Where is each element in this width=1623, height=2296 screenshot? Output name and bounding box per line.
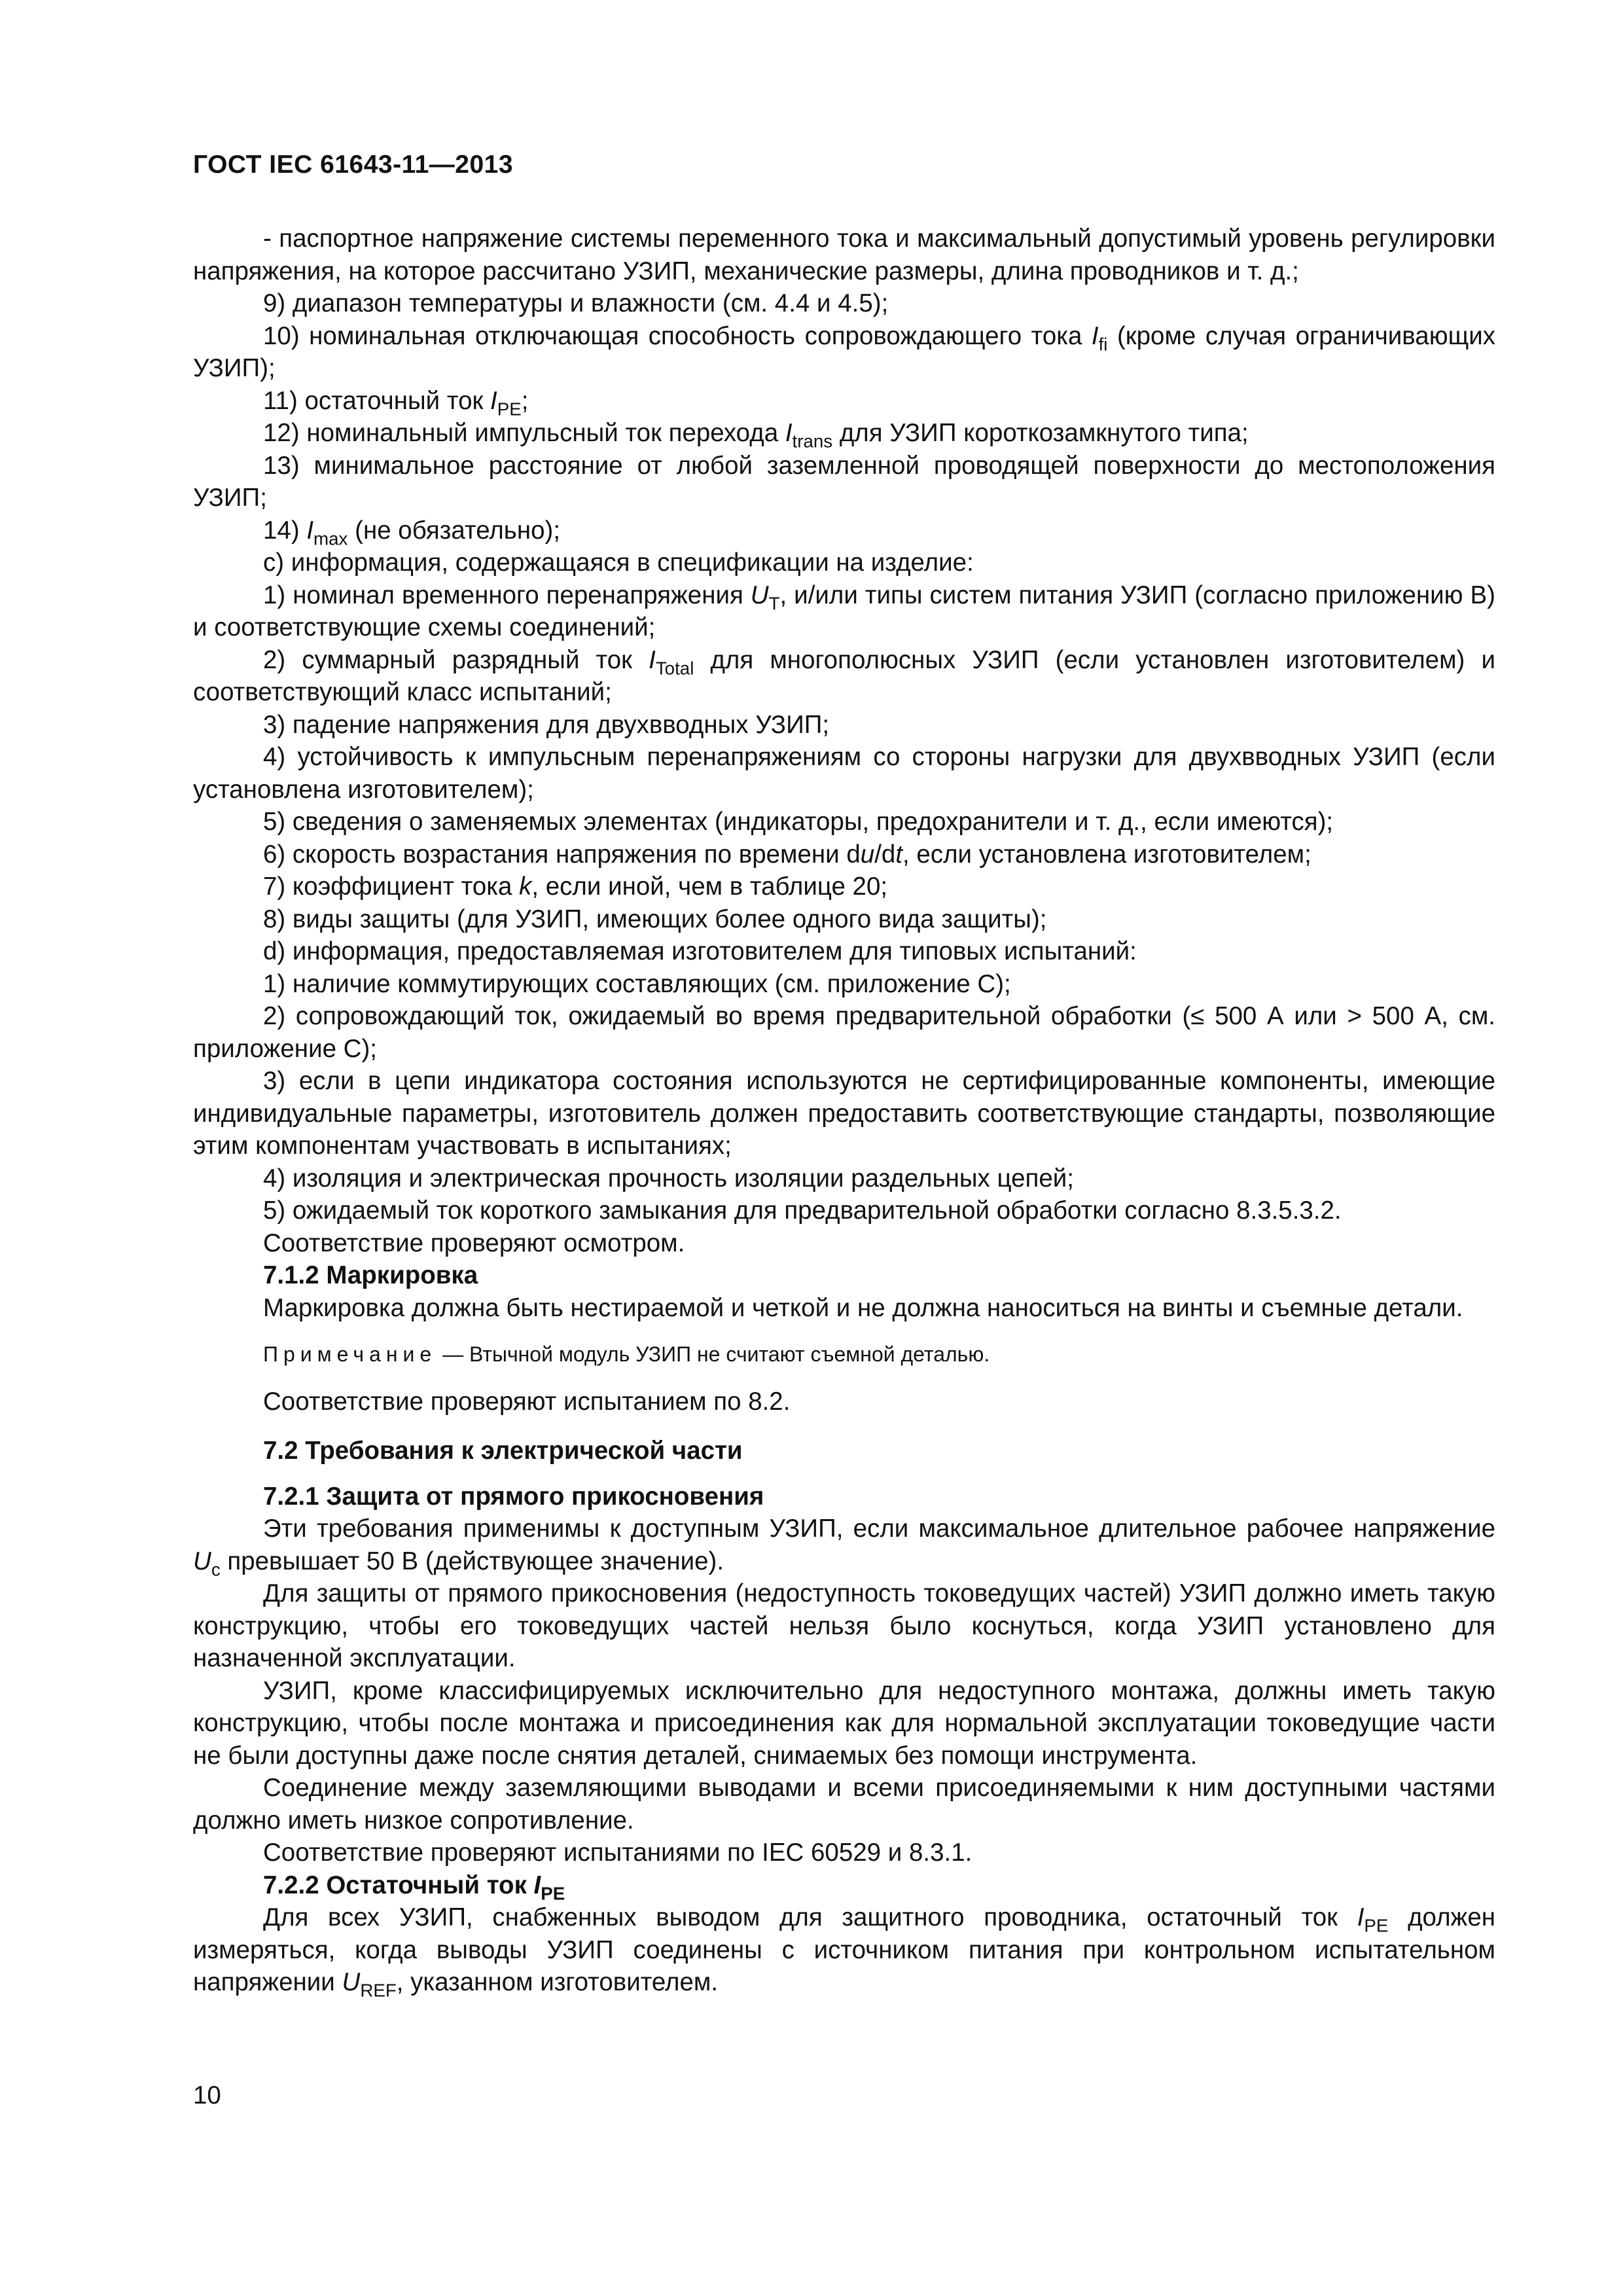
section-heading-7-2-1: 7.2.1 Защита от прямого прикосновения	[263, 1482, 764, 1511]
list-item: 3) если в цепи индикатора состояния используются не сертифицированные компоненты, имеющие индивидуальные параметры, изготовитель должен предоставить соответствующие стандарты, позволяющие этим компонентам участвовать в испытаниях;	[193, 1067, 1495, 1160]
list-item: c) информация, содержащаяся в спецификации на изделие:	[263, 548, 974, 577]
list-item: 7) коэффициент тока k, если иной, чем в таблице 20;	[263, 872, 888, 901]
list-item: 4) изоляция и электрическая прочность изоляции раздельных цепей;	[263, 1164, 1074, 1193]
paragraph: Соответствие проверяют испытаниями по IEC 60529 и 8.3.1.	[263, 1839, 972, 1867]
section-heading-7-2: 7.2 Требования к электрической части	[263, 1437, 743, 1465]
section-heading-7-2-2: 7.2.2 Остаточный ток $I_{PE}$	[263, 1871, 565, 1904]
list-item: 8) виды защиты (для УЗИП, имеющих более одного вида защиты);	[263, 905, 1047, 933]
paragraph: Для всех УЗИП, снабженных выводом для защитного проводника, остаточный ток $I_{PE}$ должен измеряться, когда выводы УЗИП соединены с источником питания при контрольном испытательном напряжении $U_{REF}$, указанном изготовителем.	[193, 1903, 1495, 2001]
list-item: 2) суммарный разрядный ток $I_{Total}$ для многополюсных УЗИП (если установлен изготовителем) и соответствующий класс испытаний;	[193, 645, 1495, 706]
list-item: 10) номинальная отключающая способность сопровождающего тока $I_{fi}$ (кроме случая ограничивающих УЗИП);	[193, 321, 1496, 382]
list-item: 13) минимальное расстояние от любой заземленной проводящей поверхности до местоположения УЗИП;	[193, 451, 1495, 512]
list-item: 4) устойчивость к импульсным перенапряжениям со стороны нагрузки для двухвводных УЗИП (если установлена изготовителем);	[193, 743, 1495, 804]
page-body	[193, 223, 1495, 1999]
page-number: 10	[193, 2081, 221, 2109]
paragraph: Соответствие проверяют осмотром.	[263, 1229, 685, 1257]
section-heading-7-1-2: 7.1.2 Маркировка	[263, 1261, 478, 1289]
list-item: 2) сопровождающий ток, ожидаемый во время предварительной обработки (≤ 500 А или > 500 А, см. приложение С);	[193, 1002, 1495, 1063]
paragraph: Маркировка должна быть нестираемой и четкой и не должна наноситься на винты и съемные детали.	[263, 1293, 1463, 1322]
list-item: - паспортное напряжение системы переменного тока и максимальный допустимый уровень регулировки напряжения, на которое рассчитано УЗИП, механические размеры, длина проводников и т. д.;	[193, 224, 1495, 285]
list-item: 1) номинал временного перенапряжения $U_T$, и/или типы систем питания УЗИП (согласно приложению B) и соответствующие схемы соединений;	[193, 581, 1495, 641]
paragraph: УЗИП, кроме классифицируемых исключительно для недоступного монтажа, должны иметь такую конструкцию, чтобы после монтажа и присоединения как для нормальной эксплуатации токоведущие части не были доступны даже после снятия деталей, снимаемых без помощи инструмента.	[193, 1676, 1495, 1770]
paragraph: Эти требования применимы к доступным УЗИП, если максимальное длительное рабочее напряжение $U_c$ превышает 50 В (действующее значение).	[193, 1515, 1495, 1580]
note: Примечание — Втычной модуль УЗИП не считают съемной деталью.	[263, 1342, 990, 1366]
paragraph: Соответствие проверяют испытанием по 8.2.	[263, 1387, 791, 1416]
list-item: 6) скорость возрастания напряжения по времени du/dt, если установлена изготовителем;	[263, 840, 1311, 869]
list-item: 1) наличие коммутирующих составляющих (см. приложение C);	[263, 969, 1011, 998]
list-item: 12) номинальный импульсный ток перехода $I_{trans}$ для УЗИП короткозамкнутого типа;	[263, 419, 1249, 452]
list-item: 11) остаточный ток $I_{PE}$;	[263, 386, 529, 420]
list-item: 3) падение напряжения для двухвводных УЗИП;	[263, 710, 830, 739]
list-item: 5) ожидаемый ток короткого замыкания для предварительной обработки согласно 8.3.5.3.2.	[263, 1196, 1342, 1225]
list-item: 5) сведения о заменяемых элементах (индикаторы, предохранители и т. д., если имеются);	[263, 808, 1334, 836]
paragraph: Для защиты от прямого прикосновения (недоступность токоведущих частей) УЗИП должно иметь такую конструкцию, чтобы его токоведущих частей нельзя было коснуться, когда УЗИП установлено для назначенной эксплуатации.	[193, 1579, 1495, 1672]
paragraph: Соединение между заземляющими выводами и всеми присоединяемыми к ним доступными частями должно иметь низкое сопротивление.	[193, 1774, 1495, 1835]
list-item: 14) $I_{max}$ (не обязательно);	[263, 516, 561, 549]
list-item: d) информация, предоставляемая изготовителем для типовых испытаний:	[263, 937, 1137, 965]
document-header: ГОСТ IEC 61643-11—2013	[193, 151, 514, 179]
list-item: 9) диапазон температуры и влажности (см. 4.4 и 4.5);	[263, 289, 889, 317]
